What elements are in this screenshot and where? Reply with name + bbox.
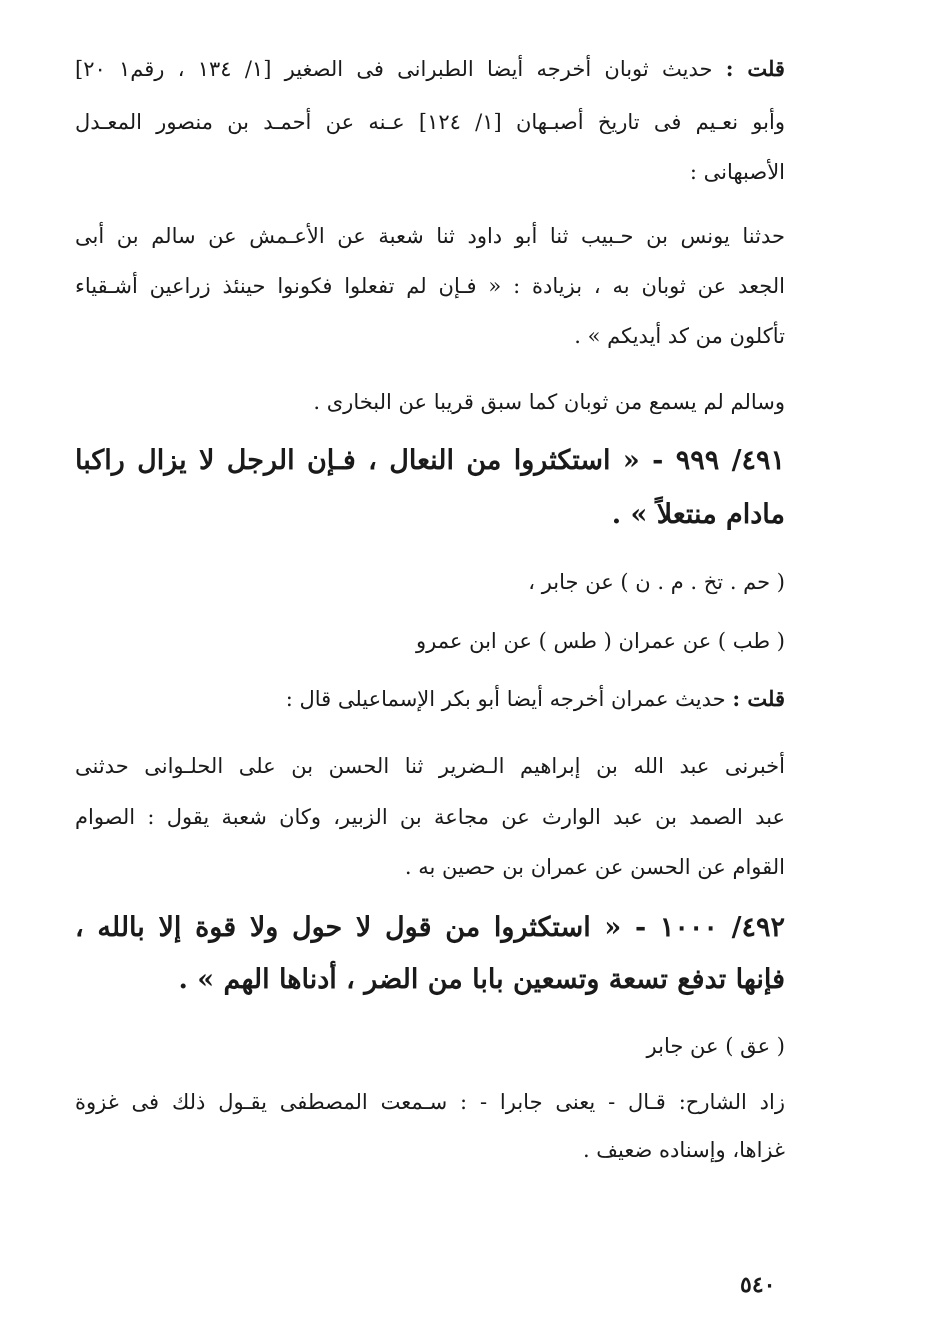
paragraph-5-line-2: عبد الصمد بن عبد الوارث عن مجاعة بن الزبير، وكان شعبة يقول : الصوام bbox=[75, 805, 785, 829]
paragraph-1-line-1 bbox=[75, 55, 785, 83]
paragraph-1-line-2: وأبو نعـيم فى تاريخ أصبـهان [١/ ١٢٤] عـنه عن أحمـد بن منصور المعـدل bbox=[75, 110, 785, 134]
sources-492-line-1: ( عق ) عن جابر bbox=[646, 1034, 785, 1058]
hadith-492-line-2: فإنها تدفع تسعة وتسعين بابا من الضر ، أدناها الهم » . bbox=[178, 964, 785, 995]
paragraph-2-line-1: حدثنا يونس بن حـبيب ثنا أبو داود ثنا شعبة عن الأعـمش عن سالم بن أبى bbox=[75, 224, 785, 248]
qult-label: قلت : bbox=[732, 686, 785, 711]
paragraph-6-line-1: زاد الشارح: قـال - يعنى جابرا - : سـمعت المصطفى يقـول ذلك فى غزوة bbox=[75, 1090, 785, 1114]
paragraph-3-line-1: وسالم لم يسمع من ثوبان كما سبق قريبا عن البخارى . bbox=[313, 390, 785, 414]
paragraph-1-line-3: الأصبهانى : bbox=[689, 160, 785, 184]
paragraph-4-line-1 bbox=[75, 685, 785, 713]
paragraph-4-line-1-text: حديث عمران أخرجه أيضا أبو بكر الإسماعيلى قال : bbox=[285, 687, 733, 711]
paragraph-2-line-2: الجعد عن ثوبان به ، بزيادة : « فـإن لم تفعلوا فكونوا حينئذ زراعين أشـقياء bbox=[75, 274, 785, 298]
hadith-491-line-1: ٤٩١/ ٩٩٩ - « استكثروا من النعال ، فـإن الرجل لا يزال راكبا bbox=[75, 445, 785, 476]
paragraph-2-line-3: تأكلون من كد أيديكم » . bbox=[574, 324, 785, 348]
paragraph-5-line-1: أخبرنى عبد الله بن إبراهيم الـضرير ثنا الحسن بن على الحلـوانى حدثنى bbox=[75, 754, 785, 778]
qult-label: قلت : bbox=[725, 56, 785, 81]
page-number: ٥٤٠ bbox=[740, 1272, 776, 1298]
paragraph-1-line-1-text: حديث ثوبان أخرجه أيضا الطبرانى فى الصغير [١/ ١٣٤ ، رقم١ ٢٠] bbox=[75, 57, 726, 81]
sources-491-line-2: ( طب ) عن عمران ( طس ) عن ابن عمرو bbox=[416, 629, 785, 653]
hadith-492-line-1: ٤٩٢/ ١٠٠٠ - « استكثروا من قول لا حول ولا قوة إلا بالله ، bbox=[75, 912, 785, 943]
paragraph-6-line-2: غزاها، وإسناده ضعيف . bbox=[582, 1138, 785, 1162]
hadith-491-line-2: مادام منتعلاً » . bbox=[611, 499, 785, 530]
sources-491-line-1: ( حم . تخ . م . ن ) عن جابر ، bbox=[528, 570, 785, 594]
paragraph-5-line-3: القوام عن الحسن عن عمران بن حصين به . bbox=[404, 855, 785, 879]
